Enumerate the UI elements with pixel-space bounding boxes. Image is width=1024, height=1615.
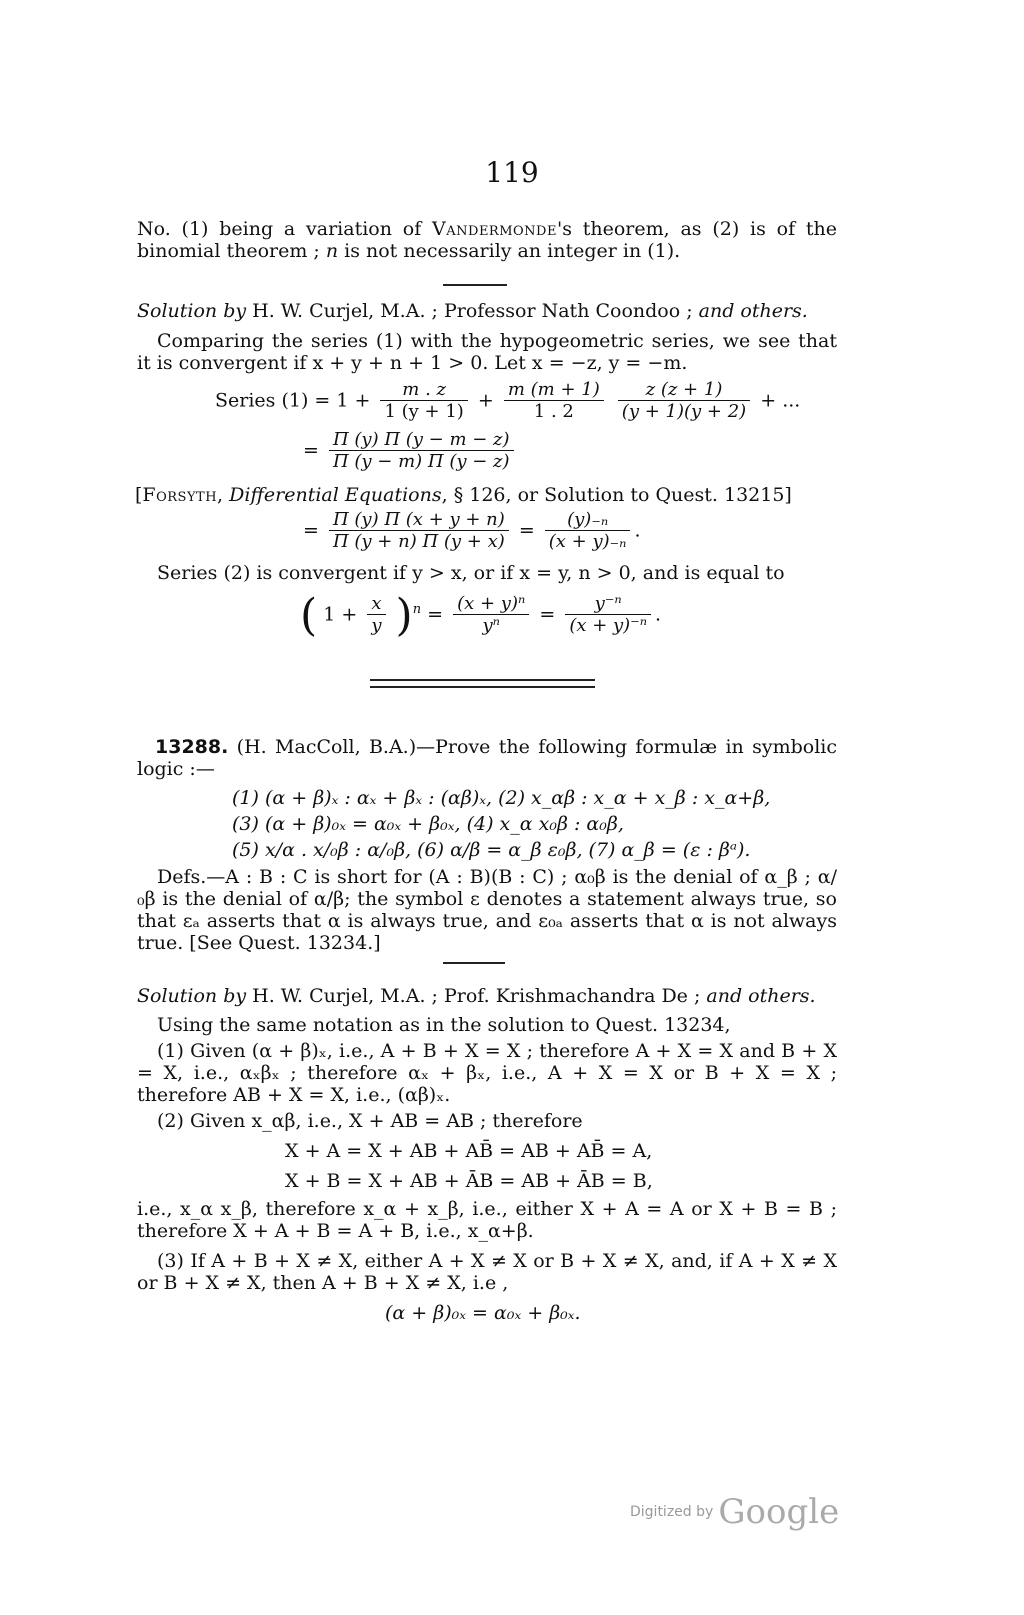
solution2-by: Solution by bbox=[137, 985, 247, 1007]
period-1: . bbox=[634, 519, 641, 542]
short-rule-1 bbox=[443, 284, 507, 286]
fraction-q bbox=[453, 594, 529, 637]
fraction-gamma-numerator: Π (y) Π (y − m − z) bbox=[329, 430, 514, 451]
formula-line-1: (1) (α + β)ₓ : αₓ + βₓ : (αβ)ₓ, (2) x_αβ : x_α + x_β : x_α+β, bbox=[232, 787, 771, 809]
second-equation bbox=[303, 510, 641, 553]
intro-paragraph bbox=[137, 218, 837, 262]
solution2-header bbox=[137, 985, 816, 1007]
equals-sign-5: = bbox=[539, 603, 556, 626]
gamma-equation bbox=[303, 430, 518, 473]
ref-title: Differential Equations bbox=[229, 484, 442, 506]
fraction-h-numerator: Π (y) Π (x + y + n) bbox=[329, 510, 509, 531]
solution1-others: and others. bbox=[698, 300, 808, 322]
intro-text-2: 's theorem, as (2) is of the binomial theorem ; bbox=[137, 218, 838, 262]
solution1-para2: Series (2) is convergent if y > x, or if x = y, n > 0, and is equal to bbox=[157, 562, 785, 584]
forsyth-reference: [Forsyth, Differential Equations, § 126, or Solution to Quest. 13215] bbox=[135, 484, 792, 506]
power-n: n bbox=[412, 602, 422, 618]
fraction-1 bbox=[380, 380, 467, 423]
fraction-2-numerator: m (m + 1) bbox=[504, 380, 604, 401]
intro-text-3: is not necessarily an integer in (1). bbox=[344, 240, 681, 262]
fraction-q-denominator: yⁿ bbox=[482, 615, 500, 636]
fraction-2 bbox=[504, 380, 604, 423]
formula-line-3: (5) x/α . x/₀β : α/₀β, (6) α/β = α_β ε₀β, (7) α_β = (ε : βᵃ). bbox=[232, 839, 751, 861]
problem-number: 13288. bbox=[155, 736, 229, 758]
equals-sign-2: = bbox=[303, 519, 319, 542]
digitized-text: Digitized by bbox=[630, 1504, 714, 1520]
fraction-xy-numerator: x bbox=[367, 594, 385, 615]
ref-rest: , § 126, or Solution to Quest. 13215] bbox=[441, 484, 792, 506]
definitions: Defs.—A : B : C is short for (A : B)(B : C) ; α₀β is the denial of α_β ; α/₀β is the denial of α/β; the symbol ε denotes a statement always true, so that εₐ asserts that α is always true, and ε₀ₐ asserts that α is not always true. [See Quest. 13234.] bbox=[137, 866, 837, 954]
problem-text: —Prove the following formulæ in symbolic logic :— bbox=[137, 736, 837, 780]
fraction-r-numerator: y⁻ⁿ bbox=[565, 594, 651, 615]
equals-sign: = bbox=[303, 439, 319, 462]
intro-name: Vandermonde bbox=[432, 218, 557, 240]
equation-e1: X + A = X + AB + AB̄ = AB + AB̄ = A, bbox=[285, 1140, 653, 1162]
fraction-r bbox=[565, 594, 651, 637]
series1-equation bbox=[215, 380, 800, 423]
equals-sign-4: = bbox=[427, 603, 444, 626]
paren-right: ) bbox=[395, 590, 413, 641]
solution2-others: and others. bbox=[706, 985, 816, 1007]
fraction-3-numerator: z (z + 1) bbox=[618, 380, 750, 401]
plus-sign: + bbox=[477, 389, 494, 412]
fraction-xy bbox=[367, 594, 385, 637]
fraction-1-denominator: 1 (y + 1) bbox=[384, 401, 464, 422]
fraction-h bbox=[329, 510, 509, 553]
fraction-3-denominator: (y + 1)(y + 2) bbox=[621, 401, 747, 422]
problem-author: (H. MacColl, B.A.) bbox=[236, 736, 417, 758]
solution2-step3: (3) If A + B + X ≠ X, either A + X ≠ X or B + X ≠ X, and, if A + X ≠ X or B + X ≠ X, then A + B + X ≠ X, i.e , bbox=[137, 1250, 837, 1294]
paren-left: ( bbox=[300, 590, 318, 641]
fraction-gamma-denominator: Π (y − m) Π (y − z) bbox=[332, 451, 510, 472]
binomial-equation bbox=[300, 590, 661, 641]
ref-open: [ bbox=[135, 484, 143, 506]
solution2-step2: (2) Given x_αβ, i.e., X + AB = AB ; therefore bbox=[157, 1110, 583, 1132]
page-number: 119 bbox=[485, 156, 539, 189]
fraction-2-denominator: 1 . 2 bbox=[533, 401, 574, 422]
period-2: . bbox=[655, 603, 662, 626]
solution2-author: H. W. Curjel, M.A. ; Prof. Krishmachandra De ; bbox=[252, 985, 701, 1007]
equation-e2: X + B = X + AB + ĀB = AB + ĀB = B, bbox=[285, 1170, 653, 1192]
equals-sign-3: = bbox=[518, 519, 535, 542]
intro-n: n bbox=[325, 240, 339, 262]
series-dots: + ... bbox=[760, 389, 801, 412]
ref-author: Forsyth bbox=[142, 484, 218, 506]
fraction-r-denominator: (x + y)⁻ⁿ bbox=[569, 615, 647, 636]
one-plus: 1 + bbox=[323, 603, 358, 626]
equation-e3: (α + β)₀ₓ = α₀ₓ + β₀ₓ. bbox=[385, 1302, 581, 1324]
short-rule-2 bbox=[443, 962, 505, 964]
fraction-k-denominator: (x + y)₋ₙ bbox=[548, 531, 627, 552]
formula-line-2: (3) (α + β)₀ₓ = α₀ₓ + β₀ₓ, (4) x_α x₀β : α₀β, bbox=[232, 813, 624, 835]
solution2-step1: (1) Given (α + β)ₓ, i.e., A + B + X = X ; therefore A + X = X and B + X = X, i.e., αₓβₓ ; therefore αₓ + βₓ, i.e., A + X = X or B + X = X ; therefore AB + X = X, i.e., (αβ)ₓ. bbox=[137, 1040, 837, 1106]
fraction-3 bbox=[618, 380, 750, 423]
fraction-xy-denominator: y bbox=[371, 615, 382, 636]
solution1-author: H. W. Curjel, M.A. ; Professor Nath Coondoo ; bbox=[252, 300, 693, 322]
solution1-para1: Comparing the series (1) with the hypogeometric series, we see that it is convergent if x + y + n + 1 > 0. Let x = −z, y = −m. bbox=[137, 330, 837, 374]
solution2-step2b: i.e., x_α x_β, therefore x_α + x_β, i.e., either X + A = A or X + B = B ; therefore X + A + B = A + B, i.e., x_α+β. bbox=[137, 1198, 837, 1242]
google-logo: Google bbox=[718, 1492, 840, 1532]
solution1-by: Solution by bbox=[137, 300, 247, 322]
google-watermark bbox=[630, 1492, 839, 1532]
intro-text-1: No. (1) being a variation of bbox=[137, 218, 422, 240]
double-rule-bottom bbox=[370, 686, 595, 688]
problem-statement bbox=[137, 736, 837, 780]
solution1-header bbox=[137, 300, 808, 322]
fraction-1-numerator: m . z bbox=[380, 380, 467, 401]
fraction-k-numerator: (y)₋ₙ bbox=[545, 510, 631, 531]
series1-label: Series (1) = 1 + bbox=[215, 389, 371, 412]
fraction-q-numerator: (x + y)ⁿ bbox=[453, 594, 529, 615]
solution2-using: Using the same notation as in the solution to Quest. 13234, bbox=[157, 1014, 731, 1036]
fraction-gamma bbox=[329, 430, 514, 473]
double-rule-top bbox=[370, 679, 595, 681]
fraction-h-denominator: Π (y + n) Π (y + x) bbox=[332, 531, 505, 552]
fraction-k bbox=[545, 510, 631, 553]
